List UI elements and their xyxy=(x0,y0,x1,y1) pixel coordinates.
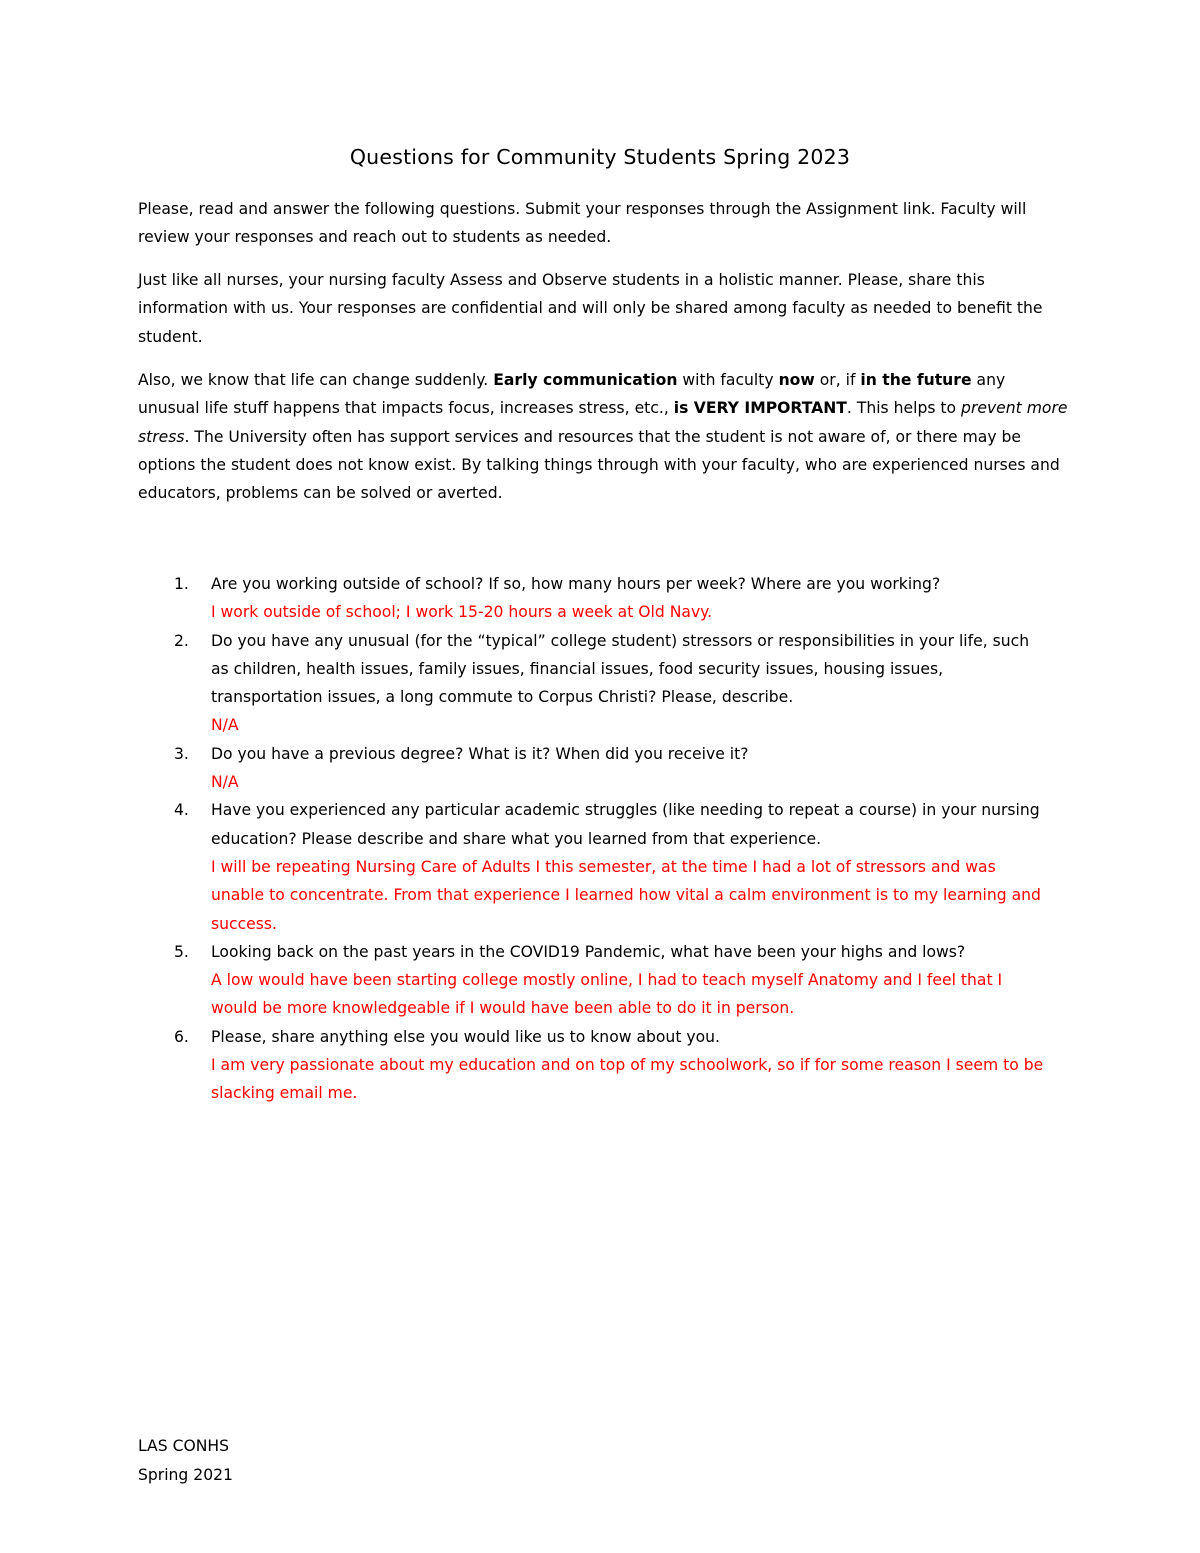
answer-text: I am very passionate about my education and on top of my schoolwork, so if for some reason I seem to be slacking email me. xyxy=(211,1056,1044,1103)
bold-phrase: Early communication xyxy=(493,371,678,389)
bold-phrase: is VERY IMPORTANT xyxy=(673,399,847,418)
bold-phrase: in the future xyxy=(860,371,972,389)
question-item xyxy=(0,1023,1051,1108)
answer-text: I work outside of school; I work 15-20 hours a week at Old Navy. xyxy=(211,603,713,622)
question-item xyxy=(0,938,1051,1023)
italic-phrase: prevent more stress xyxy=(138,399,1068,446)
answer-text: N/A xyxy=(211,716,239,735)
question-text: Please, share anything else you would like us to know about you. xyxy=(211,1027,720,1046)
question-item xyxy=(0,740,1051,797)
question-number: 5. xyxy=(174,942,189,961)
intro-text: with faculty xyxy=(677,371,779,389)
bold-phrase: now xyxy=(778,371,815,389)
intro-text: Also, we know that life can change suddenly. xyxy=(138,371,494,389)
answer-text: I will be repeating Nursing Care of Adults I this semester, at the time I had a lot of stressors and was unable to concentrate. From that experience I learned how vital a calm environment is to my learning and success. xyxy=(211,857,1041,933)
question-number: 6. xyxy=(174,1027,189,1046)
intro-paragraph-3 xyxy=(138,366,1068,507)
question-number: 3. xyxy=(174,744,189,763)
question-item xyxy=(0,627,1051,740)
intro-paragraph-2: Just like all nurses, your nursing faculty Assess and Observe students in a holistic manner. Please, share this information with us. Your responses are confidential and will only be shared among faculty as needed to benefit the student. xyxy=(138,271,1043,346)
footer xyxy=(138,1432,233,1490)
question-number: 4. xyxy=(174,801,189,820)
intro-text: or, if xyxy=(814,371,861,389)
intro-text: any unusual life stuff happens that impacts focus, increases stress, etc., xyxy=(138,371,1006,418)
question-number: 1. xyxy=(174,575,189,593)
question-list xyxy=(0,570,1200,1108)
answer-text: A low would have been starting college mostly online, I had to teach myself Anatomy and I feel that I would be more knowledgeable if I would have been able to do it in person. xyxy=(211,971,1003,1018)
intro-paragraph-1: Please, read and answer the following questions. Submit your responses through the Assignment link. Faculty will review your responses and reach out to students as needed. xyxy=(138,200,1027,247)
intro-text: . This helps to xyxy=(846,399,962,418)
answer-text: N/A xyxy=(211,773,239,792)
question-text: Do you have any unusual (for the “typical” college student) stressors or responsibilities in your life, such as children, health issues, family issues, financial issues, food security issues, housing issues, transportation issues, a long commute to Corpus Christi? Please, describe. xyxy=(211,631,1030,707)
footer-line-2: Spring 2021 xyxy=(138,1466,233,1484)
question-text: Looking back on the past years in the COVID19 Pandemic, what have been your highs and lows? xyxy=(211,942,966,961)
intro-text: . The University often has support services and resources that the student is not aware of, or there may be options the student does not know exist. By talking things through with your faculty, who are experienced nurses and educators, problems can be solved or averted. xyxy=(138,427,1060,503)
question-text: Have you experienced any particular academic struggles (like needing to repeat a course) in your nursing education? Please describe and share what you learned from that experience. xyxy=(211,801,1040,848)
document-title: Questions for Community Students Spring 2023 xyxy=(349,145,851,169)
question-item xyxy=(0,570,1051,627)
question-text: Are you working outside of school? If so, how many hours per week? Where are you working? xyxy=(211,575,941,593)
question-text: Do you have a previous degree? What is it? When did you receive it? xyxy=(211,744,749,763)
footer-line-1: LAS CONHS xyxy=(138,1437,230,1455)
question-item xyxy=(0,796,1051,937)
question-number: 2. xyxy=(174,631,189,650)
